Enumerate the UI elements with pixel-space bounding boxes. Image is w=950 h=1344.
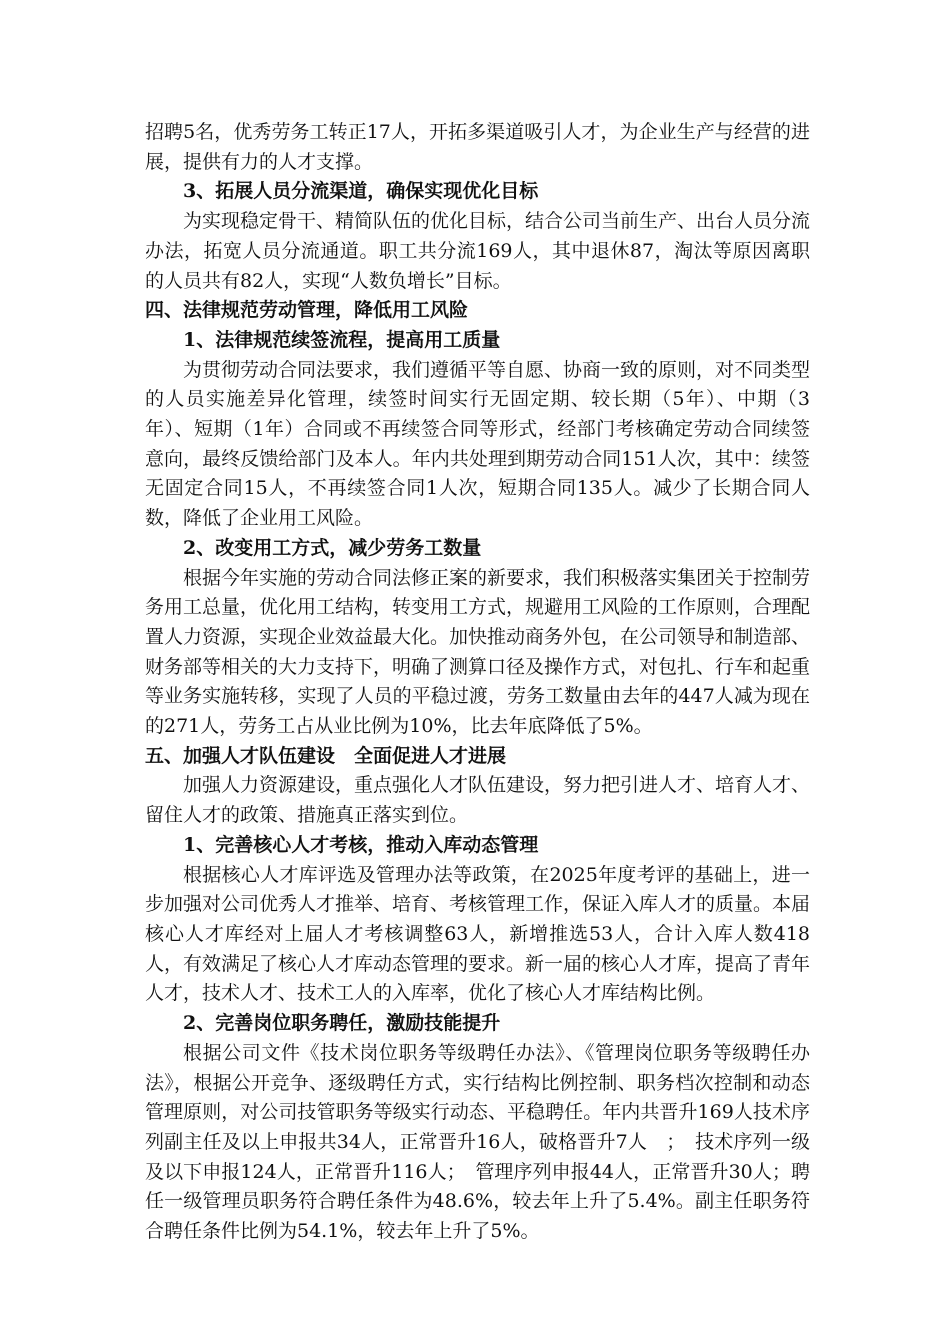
paragraph-recruitment-summary: 招聘5名，优秀劳务工转正17人，开拓多渠道吸引人才，为企业生产与经营的进展，提供有力的人才支撑。 [145,121,810,173]
heading-4-labor-management: 四、法律规范劳动管理，降低用工风险 [145,299,469,322]
document-body [145,118,810,1247]
subheading-2-employment-mode: 2、改变用工方式，减少劳务工数量 [183,536,482,559]
paragraph-post-appointment: 根据公司文件《技术岗位职务等级聘任办法》、《管理岗位职务等级聘任办法》，根据公开竞争、逐级聘任方式，实行结构比例控制、职务档次控制和动态管理原则，对公司技管职务等级实行动态、平稳聘任。年内共晋升169人技术序列副主任及以上申报共34人，正常晋升16人，破格晋升7人 ； 技术序列一级及以下申报124人，正常晋升116人； 管理序列申报44人，正常晋升30人；聘任一级管理员职务符合聘任条件为48.6%，较去年上升了5.4%。副主任职务符合聘任条件比例为54.1%，较去年上升了5%。 [145,1041,810,1243]
paragraph-employment-mode: 根据今年实施的劳动合同法修正案的新要求，我们积极落实集团关于控制劳务用工总量，优化用工结构，转变用工方式，规避用工风险的工作原则，合理配置人力资源，实现企业效益最大化。加快推动商务外包，在公司领导和制造部、财务部等相关的大力支持下，明确了测算口径及操作方式，对包扎、行车和起重等业务实施转移，实现了人员的平稳过渡，劳务工数量由去年的447人减为现在的271人，劳务工占从业比例为10%，比去年底降低了5%。 [145,566,811,738]
subheading-1-core-talent: 1、完善核心人才考核，推动入库动态管理 [183,833,539,856]
paragraph-contract-renewal: 为贯彻劳动合同法要求，我们遵循平等自愿、协商一致的原则，对不同类型的人员实施差异化管理，续签时间实行无固定期、较长期（5年）、中期（3年）、短期（1年）合同或不再续签合同等形式，经部门考核确定劳动合同续签意向，最终反馈给部门及本人。年内共处理到期劳动合同151人次，其中：续签无固定合同15人，不再续签合同1人次，短期合同135人。减少了长期合同人数，降低了企业用工风险。 [145,358,811,530]
paragraph-talent-team: 加强人力资源建设，重点强化人才队伍建设，努力把引进人才、培育人才、留住人才的政策、措施真正落实到位。 [145,774,811,827]
heading-5-talent-team: 五、加强人才队伍建设 全面促进人才进展 [145,744,507,767]
paragraph-core-talent: 根据核心人才库评选及管理办法等政策，在2025年度考评的基础上，进一步加强对公司优秀人才推举、培育、考核管理工作，保证入库人才的质量。本届核心人才库经对上届人才考核调整63人，新增推选53人，合计入库人数418人，有效满足了核心人才库动态管理的要求。新一届的核心人才库，提高了青年人才，技术人才、技术工人的入库率，优化了核心人才库结构比例。 [145,863,811,1005]
paragraph-staff-diversion: 为实现稳定骨干、精简队伍的优化目标，结合公司当前生产、出台人员分流办法，拓宽人员分流通道。职工共分流169人，其中退休87，淘汰等原因离职的人员共有82人，实现“人数负增长”目标。 [145,210,811,292]
subheading-2-post-appointment: 2、完善岗位职务聘任，激励技能提升 [183,1012,501,1035]
subheading-1-contract-renewal: 1、法律规范续签流程，提高用工质量 [183,328,501,351]
subheading-3-staff-diversion: 3、拓展人员分流渠道，确保实现优化目标 [183,180,539,203]
